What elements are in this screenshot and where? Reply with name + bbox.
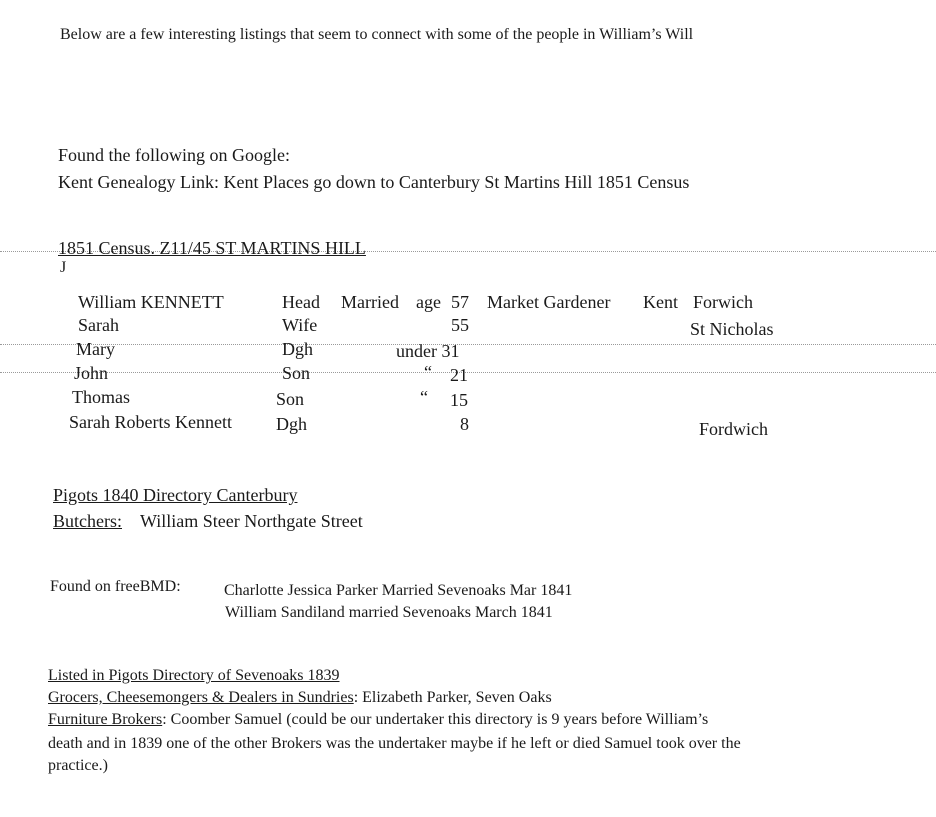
furniture-entry — [48, 711, 708, 729]
census-relation: Dgh — [282, 339, 313, 359]
census-name: William KENNETT — [78, 292, 224, 312]
census-age: 8 — [460, 414, 469, 434]
census-name: Sarah — [78, 315, 119, 335]
census-stray-mark: J — [60, 259, 67, 276]
scan-artifact-line — [0, 344, 936, 345]
furniture-label: Furniture Brokers — [48, 711, 163, 728]
census-place: Forwich — [693, 292, 753, 312]
scan-artifact-line — [0, 372, 936, 373]
furniture-line-1: : Coomber Samuel (could be our undertaker this directory is 9 years before William’s — [162, 711, 709, 728]
furniture-line-2: death and in 1839 one of the other Brokers was the undertaker maybe if he left or died Samuel took over the — [48, 735, 741, 752]
census-name: Sarah Roberts Kennett — [69, 412, 232, 432]
census-relation: Son — [282, 363, 311, 383]
google-line-1: Found the following on Google: — [58, 145, 290, 165]
freebmd-line-1: Charlotte Jessica Parker Married Sevenoaks Mar 1841 — [224, 582, 573, 599]
census-age: 57 — [451, 292, 469, 312]
pigots-1839-heading: Listed in Pigots Directory of Sevenoaks 1839 — [48, 667, 340, 684]
census-name: John — [74, 363, 109, 383]
freebmd-label: Found on freeBMD: — [50, 578, 181, 595]
grocers-entry — [48, 689, 552, 707]
census-relation: Head — [282, 292, 320, 312]
butchers-label: Butchers: — [53, 511, 122, 531]
census-place: Fordwich — [699, 419, 768, 439]
census-age: under 31 — [396, 341, 460, 361]
census-relation: Son — [276, 389, 305, 409]
census-county: Kent — [643, 292, 678, 312]
census-age-label: age — [416, 292, 441, 312]
furniture-line-3: practice.) — [48, 757, 108, 774]
google-line-2: Kent Genealogy Link: Kent Places go down to Canterbury St Martins Hill 1851 Census — [58, 172, 690, 192]
census-relation: Wife — [282, 315, 318, 335]
freebmd-line-2: William Sandiland married Sevenoaks March 1841 — [225, 604, 553, 621]
butchers-entry — [53, 511, 363, 532]
census-occupation: Market Gardener — [487, 292, 611, 312]
census-age: 21 — [450, 365, 468, 385]
pigots-1840-heading: Pigots 1840 Directory Canterbury — [53, 485, 298, 505]
census-ditto-mark: “ — [424, 362, 432, 382]
census-ditto-mark: “ — [420, 387, 428, 407]
census-name: Mary — [76, 339, 115, 359]
grocers-label: Grocers, Cheesemongers & Dealers in Sundries — [48, 689, 354, 706]
census-relation: Dgh — [276, 414, 307, 434]
census-place: St Nicholas — [690, 319, 774, 339]
census-heading: 1851 Census. Z11/45 ST MARTINS HILL — [58, 238, 366, 258]
census-status: Married — [341, 292, 399, 312]
census-age: 15 — [450, 390, 468, 410]
intro-text: Below are a few interesting listings that seem to connect with some of the people in William’s Will — [60, 26, 694, 43]
grocers-value: : Elizabeth Parker, Seven Oaks — [353, 689, 552, 706]
butchers-value: William Steer Northgate Street — [140, 511, 363, 531]
census-age: 55 — [451, 315, 469, 335]
census-name: Thomas — [72, 387, 130, 407]
